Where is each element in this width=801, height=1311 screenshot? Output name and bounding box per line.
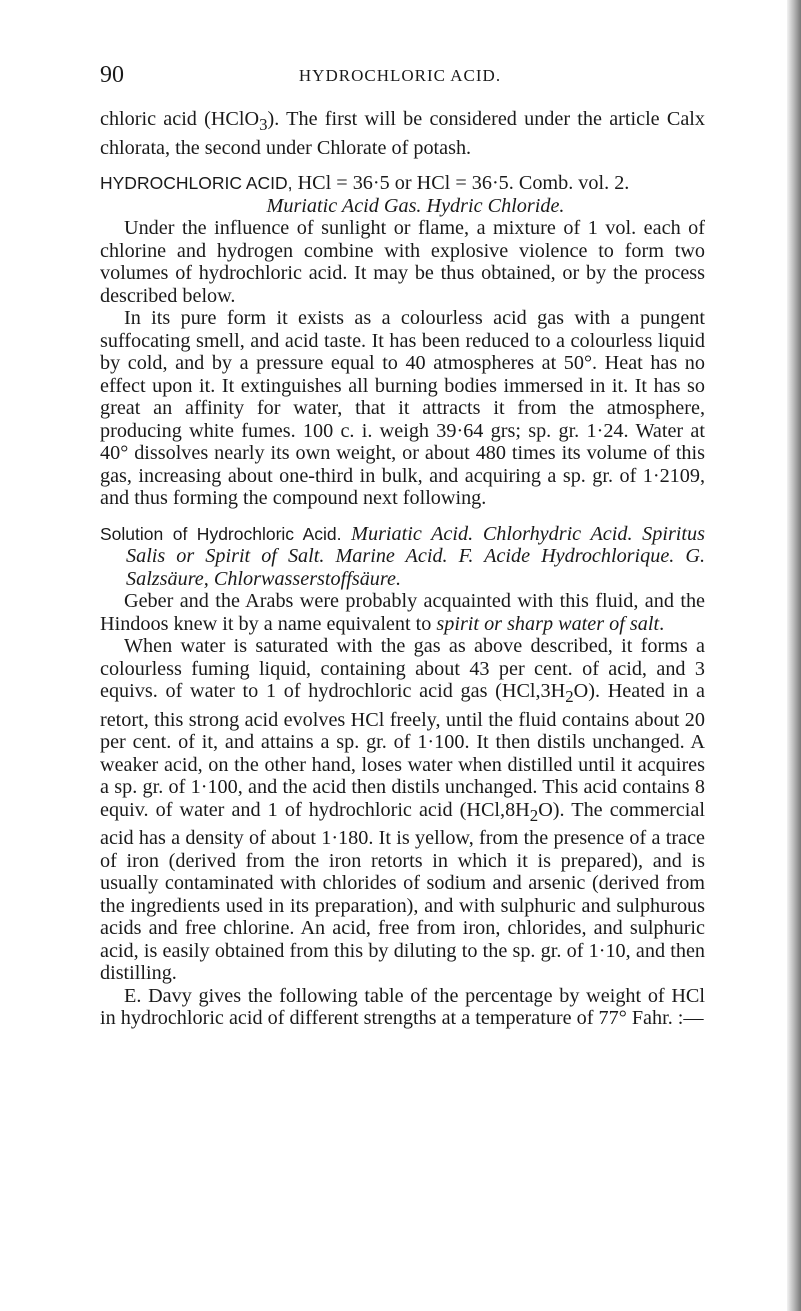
- paragraph-properties: In its pure form it exists as a colourless acid gas with a pungent suffocating smell, and acid taste. It has been reduced to a colourless liquid by cold, and by a pressure equal to 40 atmospheres at 50°. Heat has no effect upon it. It extinguishes all burning bodies immersed in it. It has so great an affinity for water, that it attracts it from the atmosphere, producing white fumes. 100 c. i. weigh 39·64 grs; sp. gr. 1·24. Water at 40° dissolves nearly its own weight, or about 480 times its volume of this gas, increasing about one-third in bulk, and acquiring a sp. gr. of 1·2109, and thus forming the compound next following.: [100, 307, 705, 510]
- page-edge-shadow: [787, 0, 801, 1311]
- paragraph-history: Geber and the Arabs were probably acquainted with this fluid, and the Hindoos knew it by a name equivalent to spirit or sharp water of salt.: [100, 590, 705, 635]
- paragraph-formation: Under the influence of sunlight or flame, a mixture of 1 vol. each of chlorine and hydrogen combine with explosive violence to form two volumes of hydrochloric acid. It may be thus obtained, or by the process described below.: [100, 217, 705, 307]
- running-title: HYDROCHLORIC ACID.: [298, 66, 502, 85]
- entry-heading: HYDROCHLORIC ACID,: [100, 173, 293, 194]
- page-header: [100, 62, 700, 92]
- entry-synonyms: Muriatic Acid. Chlorhydric Acid. Spiritus Salis or Spirit of Salt. Marine Acid. F. Acide Hydrochlorique. G. Salzsäure, Chlorwasserstoffsäure.: [126, 522, 705, 590]
- paragraph-chloric-acid: chloric acid (HClO$_3$). The first will be considered under the article Calx chlorata, the second under Chlorate of potash.: [100, 108, 705, 159]
- entry-formula: HCl = 36·5 or HCl = 36·5. Comb. vol. 2.: [292, 172, 630, 195]
- page-number: 90: [100, 62, 124, 88]
- page-body: [100, 108, 705, 1030]
- paragraph-davy-table-intro: E. Davy gives the following table of the percentage by weight of HCl in hydrochloric acid of different strengths at a temperature of 77° Fahr. :—: [100, 984, 705, 1030]
- entry-synonyms: Muriatic Acid Gas. Hydric Chloride.: [266, 194, 565, 217]
- entry-solution-hydrochloric-acid: [100, 523, 705, 591]
- entry-hydrochloric-acid: [100, 172, 705, 217]
- entry-heading: Solution of Hydrochloric Acid.: [100, 523, 342, 544]
- paragraph-solution-properties: When water is saturated with the gas as above described, it forms a colourless fuming liquid, containing about 43 per cent. of acid, and 3 equivs. of water to 1 of hydrochloric acid gas $(HCl,3H_2O)$. Heated in a retort, this strong acid evolves HCl freely, until the fluid contains about 20 per cent. of it, and attains a sp. gr. of 1·100. It then distils unchanged. A weaker acid, on the other hand, loses water when distilled until it acquires a sp. gr. of 1·100, and the acid then distils unchanged. This acid contains 8 equiv. of water and 1 of hydrochloric acid $(HCl,8H_2O)$. The commercial acid has a density of about 1·180. It is yellow, from the presence of a trace of iron (derived from the iron retorts in which it is prepared), and is usually contaminated with chlorides of sodium and arsenic (derived from the ingredients used in its preparation), and with sulphuric and sulphurous acids and free chlorine. An acid, free from iron, chlorides, and sulphuric acid, is easily obtained from this by diluting to the sp. gr. of 1·10, and then distilling.: [100, 635, 705, 985]
